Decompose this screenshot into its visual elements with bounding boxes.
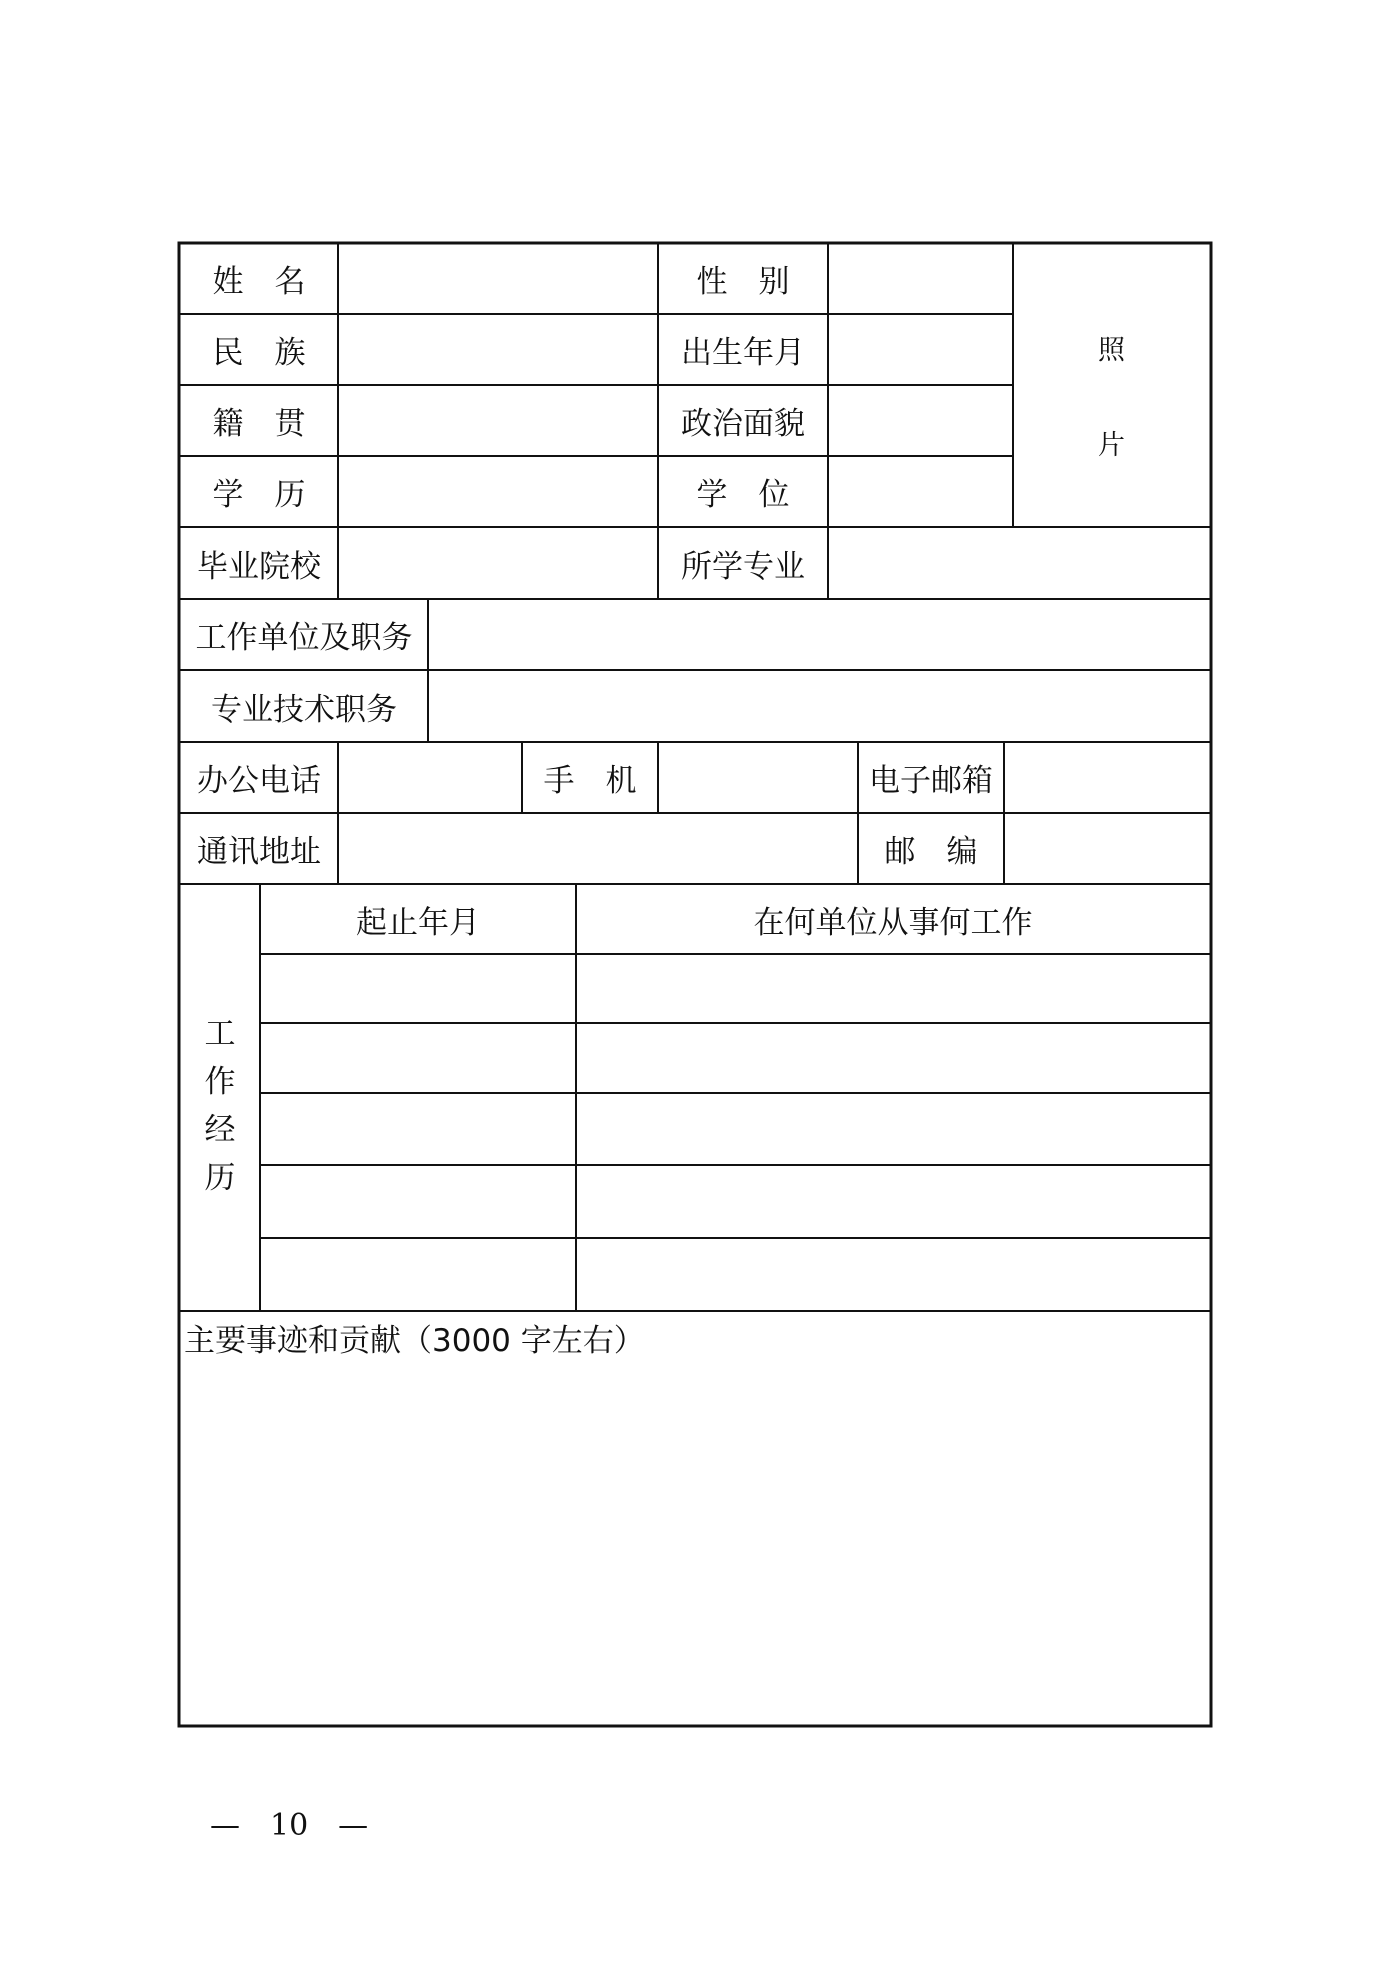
work-experience-char: 工 [204, 1016, 236, 1052]
period-column-header: 起止年月 [356, 904, 480, 941]
name-label: 姓 名 [212, 264, 306, 300]
photo-label-1: 照 [1098, 335, 1125, 366]
address-label: 通讯地址 [197, 834, 321, 870]
work-column-header: 在何单位从事何工作 [753, 904, 1033, 941]
postcode-label: 邮 编 [884, 834, 978, 870]
work-experience-char: 历 [204, 1160, 236, 1196]
office-phone-label: 办公电话 [197, 763, 321, 799]
birth-date-label: 出生年月 [681, 335, 805, 371]
native-place-label: 籍 贯 [212, 406, 306, 442]
achievements-label: 主要事迹和贡献（3000 字左右） [184, 1322, 645, 1359]
page-number: — 10 — [210, 1808, 369, 1843]
employer-position-label: 工作单位及职务 [195, 620, 413, 656]
education-label: 学 历 [212, 477, 306, 513]
work-experience-char: 经 [204, 1112, 236, 1148]
ethnicity-label: 民 族 [212, 335, 306, 371]
major-label: 所学专业 [681, 548, 805, 585]
photo-box [1013, 243, 1210, 527]
photo-label-2: 片 [1098, 430, 1125, 461]
gender-label: 性 别 [696, 264, 790, 300]
school-label: 毕业院校 [197, 548, 321, 585]
political-status-label: 政治面貌 [681, 406, 805, 442]
degree-label: 学 位 [696, 477, 790, 513]
email-label: 电子邮箱 [869, 763, 993, 799]
mobile-label: 手 机 [543, 763, 637, 799]
professional-title-label: 专业技术职务 [211, 691, 397, 728]
work-experience-char: 作 [204, 1064, 236, 1100]
work-experience-label [180, 1010, 260, 1202]
